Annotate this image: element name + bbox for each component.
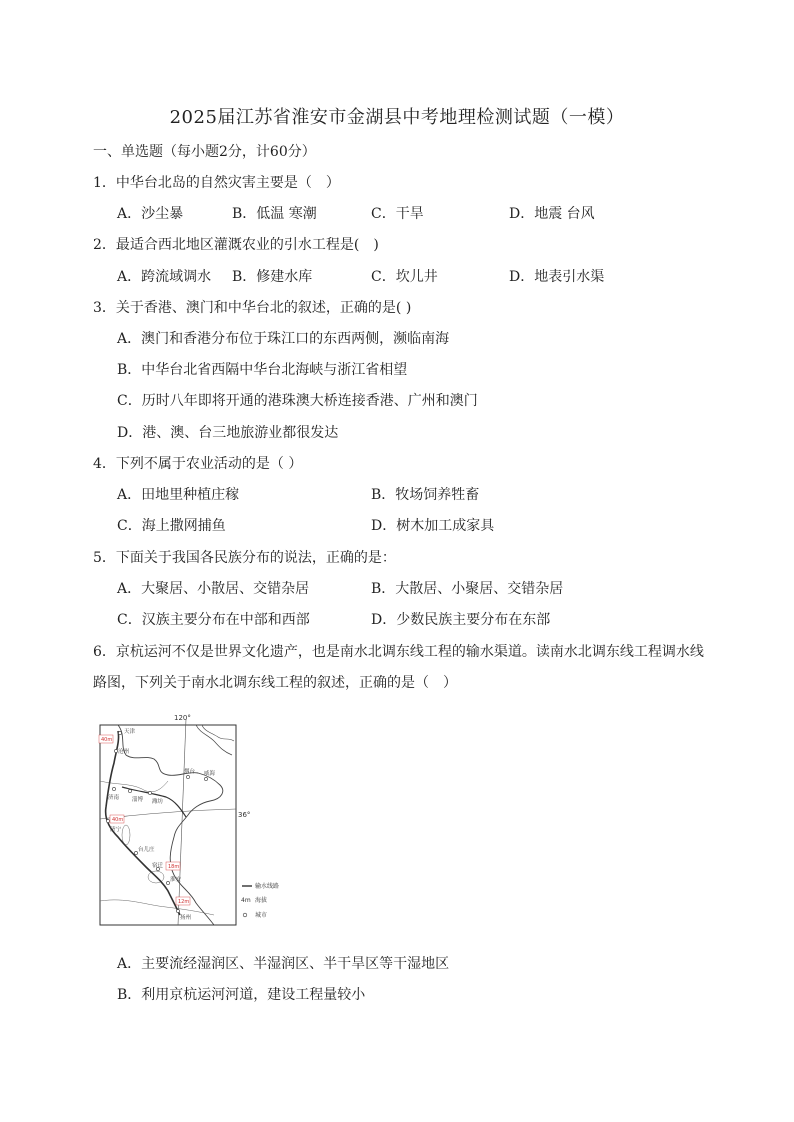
city-dot [128, 789, 131, 792]
q5-option-b: B．大散居、小聚居、交错杂居 [371, 581, 564, 597]
question-4-stem: 4．下列不属于农业活动的是（ ） [93, 456, 303, 472]
coastline-north [196, 725, 232, 755]
q5-option-a: A．大聚居、小散居、交错杂居 [117, 581, 310, 597]
city-label: 济宁 [110, 827, 122, 833]
q2-option-c: C．坎儿井 [371, 269, 438, 285]
legend-elev-sample: 4m [241, 897, 251, 904]
elev-label: 40m [101, 737, 113, 743]
city-label: 威海 [204, 771, 216, 777]
question-6-stem-line-1: 6．京杭运河不仅是世界文化遗产，也是南水北调东线工程的输水渠道。读南水北调东线工程调水线 [93, 644, 704, 660]
legend-city-label: 城市 [255, 912, 268, 919]
yangtze-river [100, 900, 214, 915]
city-label: 淄博 [132, 797, 144, 803]
elev-label: 40m [112, 817, 124, 823]
city-dot [176, 909, 179, 912]
q2-option-d: D．地表引水渠 [509, 269, 605, 285]
city-label: 潍坊 [152, 799, 164, 805]
q3-option-a: A．澳门和香港分布位于珠江口的东西两侧，濒临南海 [117, 331, 450, 347]
legend-route-label: 输水线路 [255, 883, 280, 890]
question-3-stem: 3．关于香港、澳门和中华台北的叙述，正确的是( ) [93, 300, 412, 316]
city-dot [112, 787, 115, 790]
legend-city-swatch [243, 913, 247, 917]
map-frame [100, 725, 236, 925]
q5-option-d: D．少数民族主要分布在东部 [371, 612, 551, 628]
question-1-stem: 1．中华台北岛的自然灾害主要是（ ） [93, 175, 340, 191]
question-2-stem: 2．最适合西北地区灌溉农业的引水工程是( ) [93, 237, 379, 253]
city-label: 沧州 [118, 749, 130, 755]
elev-label: 12m [178, 899, 190, 905]
q1-option-a: A．沙尘暴 [117, 206, 184, 222]
q4-option-a: A．田地里种植庄稼 [117, 487, 240, 503]
q5-option-c: C．汉族主要分布在中部和西部 [117, 612, 310, 628]
city-label: 济南 [108, 795, 120, 801]
lat-label: 36° [238, 811, 251, 819]
q3-option-b: B．中华台北省西隔中华台北海峡与浙江省相望 [117, 362, 408, 378]
question-5-stem: 5．下面关于我国各民族分布的说法，正确的是： [93, 550, 396, 566]
city-label: 宿迁 [152, 863, 164, 869]
city-label: 淮安 [170, 877, 182, 883]
section-heading: 一、单选题（每小题2分，计60分） [93, 144, 316, 160]
q4-option-b: B．牧场饲养牲畜 [371, 487, 480, 503]
q1-option-d: D．地震 台风 [509, 206, 595, 222]
elev-label: 18m [168, 864, 180, 870]
q2-option-b: B．修建水库 [232, 269, 313, 285]
q1-option-b: B．低温 寒潮 [232, 206, 317, 222]
lon-label: 120° [174, 714, 191, 722]
q4-option-d: D．树木加工成家具 [371, 518, 495, 534]
city-dot [148, 791, 151, 794]
city-dot [118, 731, 121, 734]
city-dot [204, 777, 207, 780]
map-legend [241, 882, 279, 919]
page-title: 2025届江苏省淮安市金湖县中考地理检测试题（一模） [169, 107, 625, 128]
q6-option-b: B．利用京杭运河河道，建设工程量较小 [117, 987, 366, 1003]
city-dot [106, 819, 109, 822]
city-dot [186, 775, 189, 778]
liaodong-coast [202, 725, 234, 741]
question-6-stem-line-2: 路图，下列关于南水北调东线工程的叙述，正确的是（ ） [93, 675, 457, 691]
q3-option-c: C．历时八年即将开通的港珠澳大桥连接香港、广州和澳门 [117, 393, 478, 409]
city-label: 扬州 [180, 915, 192, 921]
city-label: 烟台 [184, 769, 196, 775]
city-label: 天津 [124, 729, 136, 735]
water-diversion-map [96, 711, 326, 927]
q3-option-d: D．港、澳、台三地旅游业都很发达 [117, 425, 339, 441]
q1-option-c: C．干旱 [371, 206, 424, 222]
q6-option-a: A．主要流经湿润区、半湿润区、半干旱区等干湿地区 [117, 956, 450, 972]
q2-option-a: A．跨流域调水 [117, 269, 212, 285]
city-label: 台儿庄 [138, 847, 155, 853]
legend-elev-label: 海拔 [255, 897, 268, 904]
q4-option-c: C．海上撒网捕鱼 [117, 518, 226, 534]
